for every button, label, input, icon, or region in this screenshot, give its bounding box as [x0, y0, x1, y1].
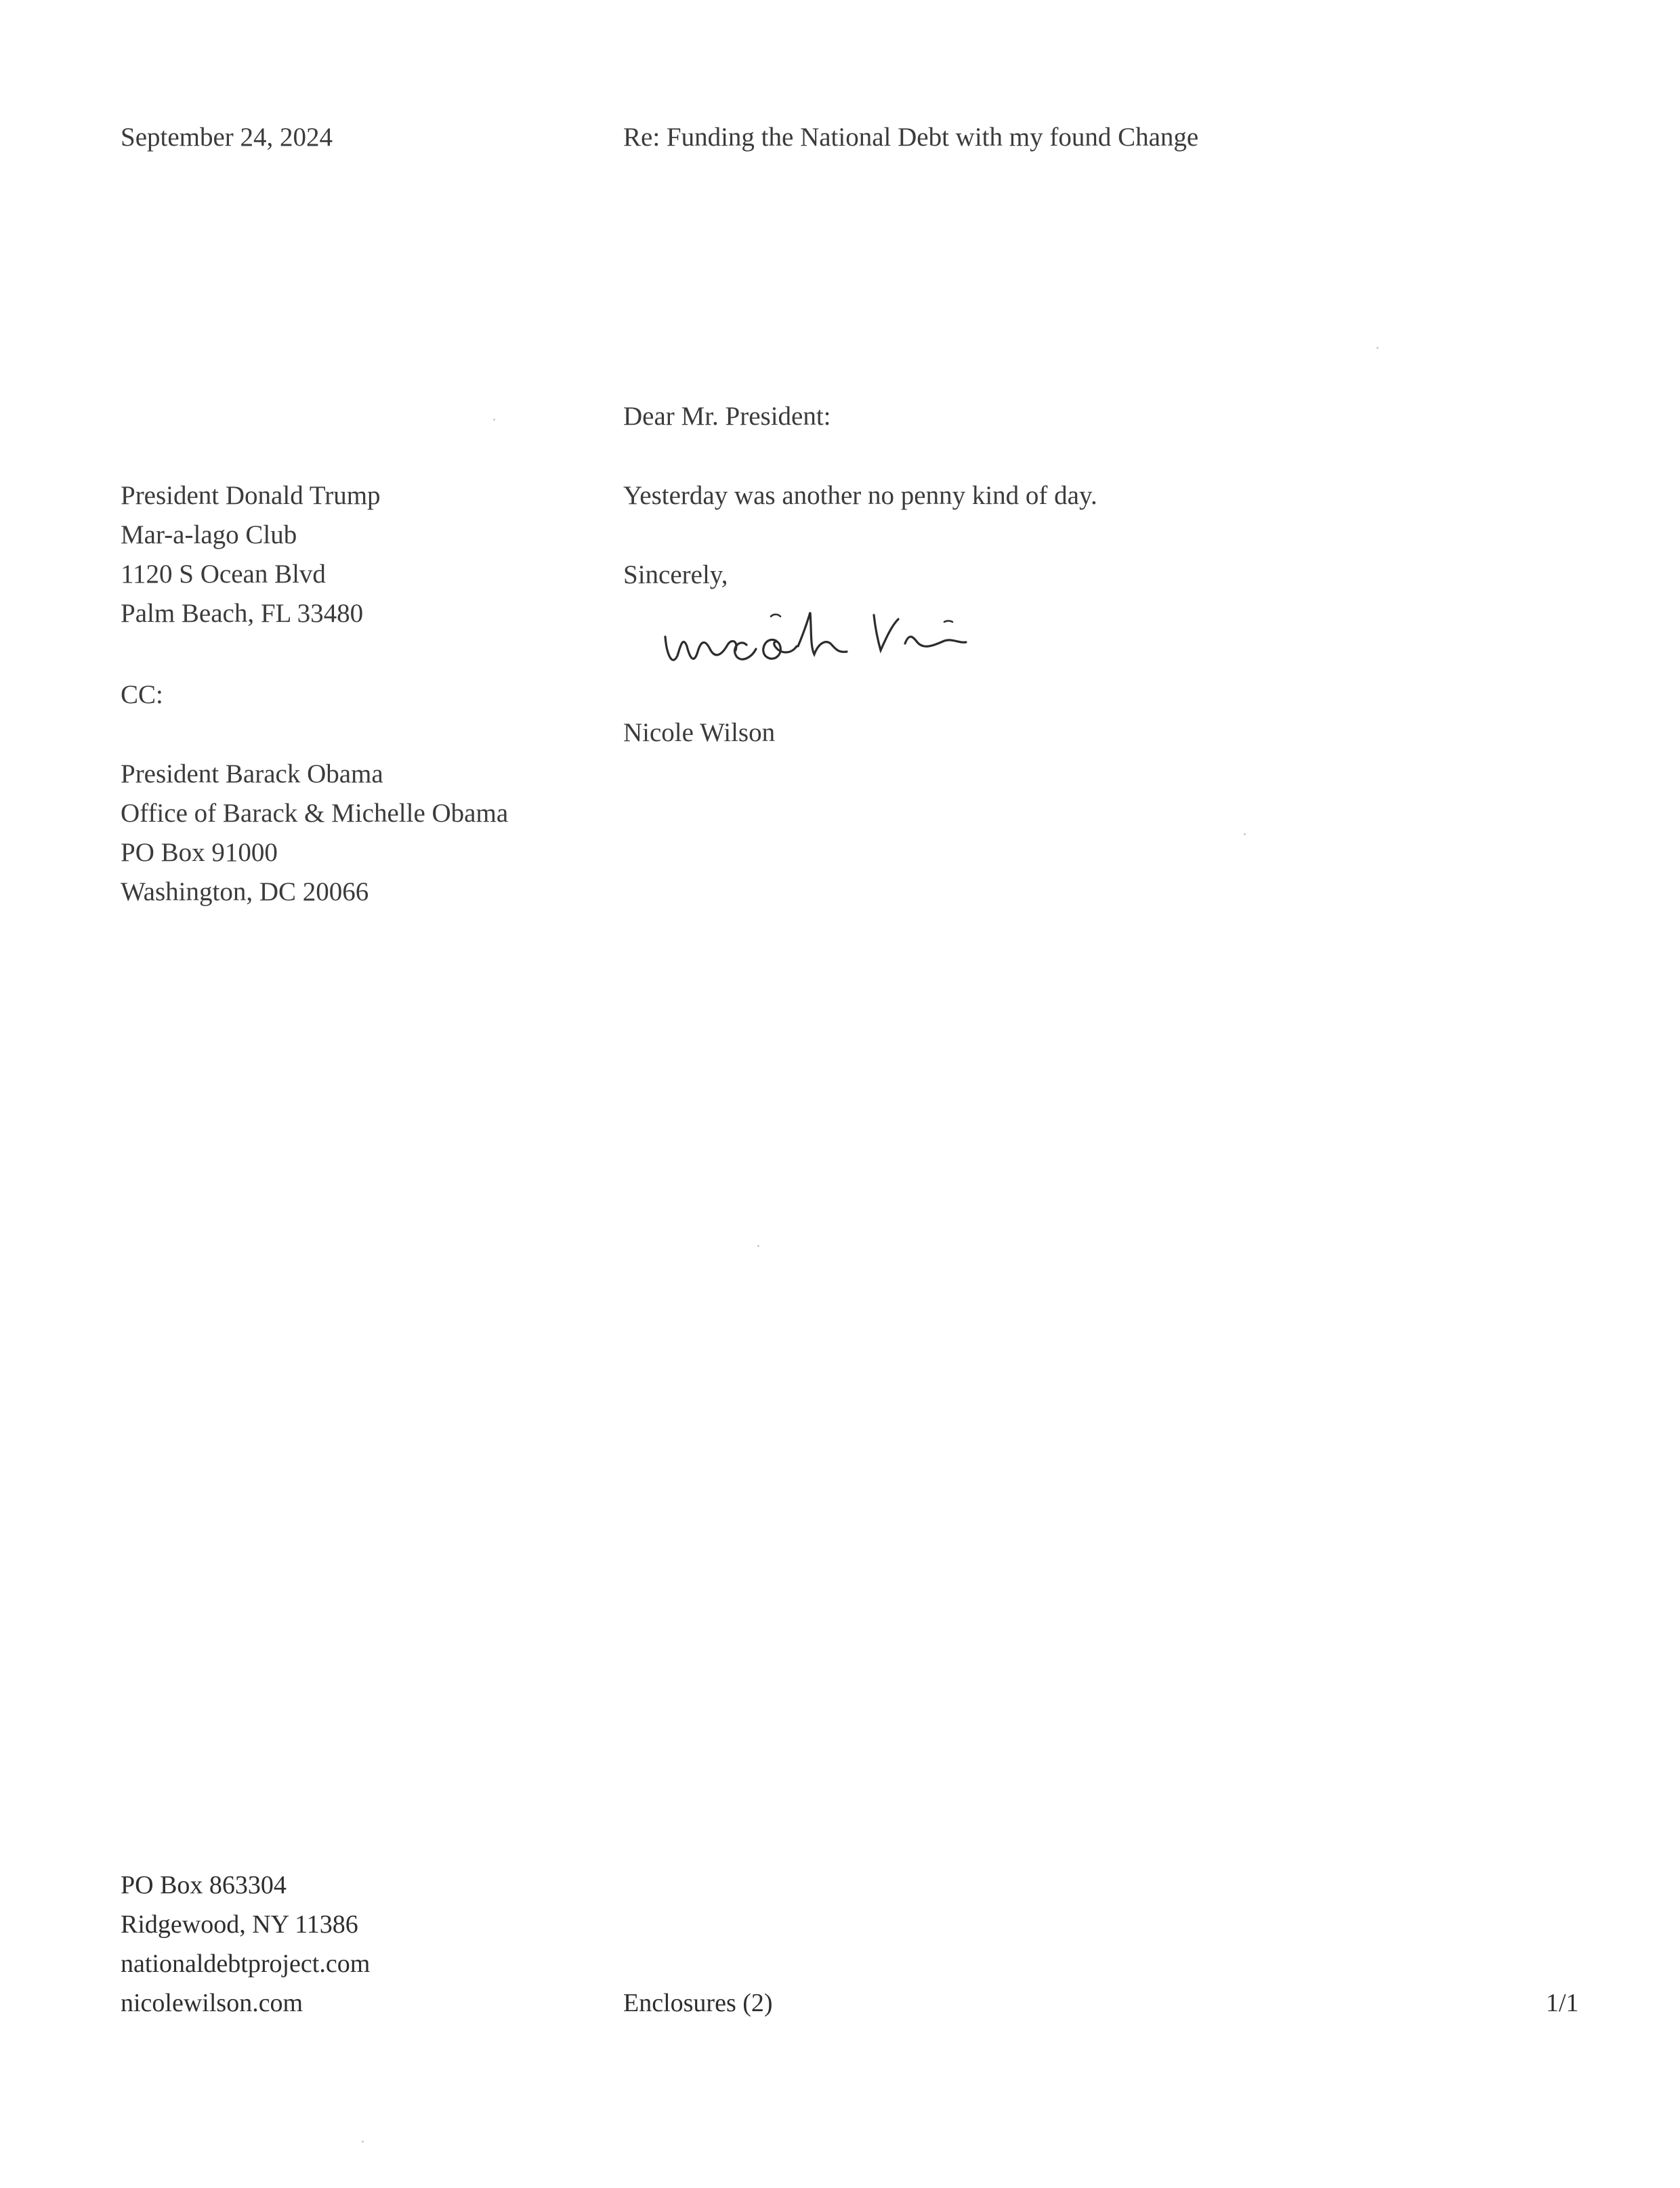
footer-website-link[interactable]: nationaldebtproject.com: [121, 1950, 371, 1978]
cc-recipient-line: Washington, DC 20066: [121, 877, 369, 906]
cc-recipient-line: PO Box 91000: [121, 838, 278, 867]
letter-closing: Sincerely,: [623, 560, 728, 589]
letter-subject: Re: Funding the National Debt with my found Change: [623, 123, 1199, 152]
recipient-address: [121, 476, 381, 633]
scan-speck: [493, 419, 495, 421]
page-number: 1/1: [1546, 1989, 1579, 2017]
footer-line: PO Box 863304: [121, 1871, 287, 1899]
letter-salutation: Dear Mr. President:: [623, 402, 831, 431]
handwritten-signature: [657, 589, 989, 684]
recipient-line: 1120 S Ocean Blvd: [121, 560, 326, 589]
recipient-line: President Donald Trump: [121, 481, 381, 510]
sender-footer: [121, 1866, 370, 2023]
footer-line: Ridgewood, NY 11386: [121, 1910, 358, 1939]
recipient-line: Palm Beach, FL 33480: [121, 599, 364, 628]
footer-website-link[interactable]: nicolewilson.com: [121, 1989, 303, 2017]
scan-speck: [1244, 833, 1246, 835]
scan-speck: [1377, 347, 1379, 349]
enclosures-note: Enclosures (2): [623, 1989, 773, 2017]
cc-recipient-line: President Barack Obama: [121, 759, 383, 788]
cc-recipient-line: Office of Barack & Michelle Obama: [121, 799, 509, 828]
recipient-line: Mar-a-lago Club: [121, 520, 297, 549]
scan-speck: [362, 2141, 364, 2143]
letter-date: September 24, 2024: [121, 123, 333, 152]
cc-recipient-address: [121, 755, 508, 912]
sender-name: Nicole Wilson: [623, 718, 776, 747]
cc-label: CC:: [121, 680, 163, 709]
scan-speck: [757, 1245, 759, 1247]
letter-body: Yesterday was another no penny kind of day.: [623, 481, 1097, 510]
